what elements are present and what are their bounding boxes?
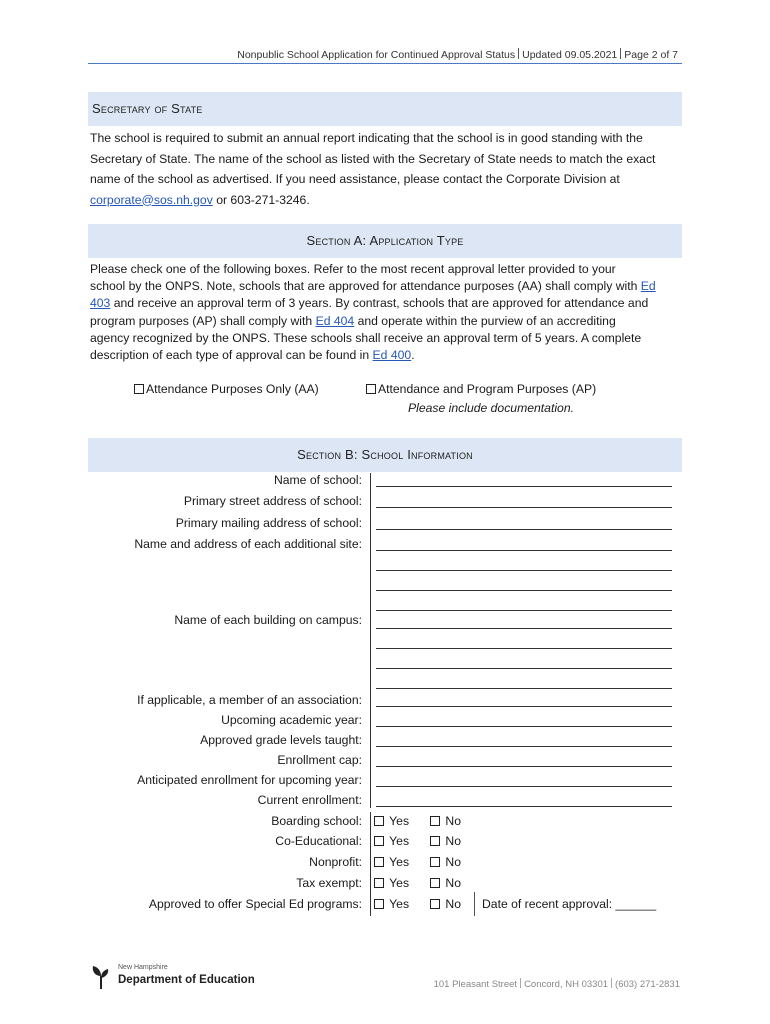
section-a-line-2: school by the ONPS. Note, schools that are approved for attendance purposes (AA) shall comply with	[90, 279, 641, 294]
boarding-yes[interactable]: Yes	[374, 814, 409, 828]
mailing-address-field[interactable]	[376, 529, 672, 530]
label-tax-exempt: Tax exempt:	[296, 876, 362, 890]
school-name-field[interactable]	[376, 486, 672, 487]
date-separator	[474, 892, 475, 916]
secretary-line-2: Secretary of State. The name of the school as listed with the Secretary of State needs to match the exact	[90, 151, 656, 166]
label-nonprofit: Nonprofit:	[309, 855, 362, 869]
corporate-email-link[interactable]: corporate@sos.nh.gov	[90, 192, 213, 207]
option-ap[interactable]	[366, 382, 596, 396]
secretary-line-1: The school is required to submit an annual report indicating that the school is in good standing with the	[90, 131, 643, 145]
tax-exempt-yes[interactable]: Yes	[374, 876, 409, 890]
logo-state-text: New Hampshire	[118, 964, 168, 971]
footer-address	[434, 978, 680, 990]
ap-label: Attendance and Program Purposes (AP)	[378, 382, 597, 396]
nonprofit-yes[interactable]: Yes	[374, 855, 409, 869]
checkbox-icon[interactable]	[374, 816, 384, 826]
additional-site-field-1[interactable]	[376, 550, 672, 551]
street-address: 101 Pleasant Street	[433, 979, 518, 990]
checkbox-icon[interactable]	[374, 878, 384, 888]
section-a-line-1: Please check one of the following boxes. Refer to the most recent approval letter provided to your	[90, 262, 616, 276]
aa-label: Attendance Purposes Only (AA)	[146, 382, 319, 396]
building-field-5[interactable]	[376, 688, 672, 689]
label-coeducational: Co-Educational:	[275, 834, 362, 848]
boarding-no[interactable]: No	[430, 814, 461, 828]
building-field-2[interactable]	[376, 628, 672, 629]
ed400-link[interactable]: Ed 400	[372, 348, 412, 363]
special-ed-yes[interactable]: Yes	[374, 897, 409, 911]
form-divider-line	[370, 473, 371, 808]
checkbox-icon[interactable]	[374, 857, 384, 867]
section-a-line-6a: description of each type of approval can be found in	[90, 348, 373, 363]
checkbox-icon[interactable]	[430, 816, 440, 826]
additional-site-field-3[interactable]	[376, 590, 672, 591]
label-boarding: Boarding school:	[271, 814, 362, 828]
building-field-3[interactable]	[376, 648, 672, 649]
aa-checkbox[interactable]	[134, 384, 144, 394]
label-grade-levels: Approved grade levels taught:	[200, 733, 362, 747]
grade-levels-field[interactable]	[376, 746, 672, 747]
label-additional-sites: Name and address of each additional site:	[134, 537, 362, 551]
label-current-enrollment: Current enrollment:	[257, 793, 362, 807]
section-a-line-4b: and operate within the purview of an accrediting	[354, 313, 616, 328]
additional-site-field-2[interactable]	[376, 570, 672, 571]
label-special-ed: Approved to offer Special Ed programs:	[148, 897, 362, 911]
ed403-link-part2[interactable]: 403	[90, 296, 111, 311]
secretary-phone: or 603-271-3246.	[212, 192, 310, 207]
section-a-line-3: and receive an approval term of 3 years. By contrast, schools that are approved for attendance and	[110, 296, 649, 311]
anticipated-enrollment-field[interactable]	[376, 786, 672, 787]
ed403-link-part1[interactable]: Ed	[640, 279, 656, 294]
building-field-1[interactable]	[376, 610, 672, 611]
section-b-band	[88, 438, 682, 472]
section-a-band	[88, 224, 682, 258]
recent-approval-date-field[interactable]: Date of recent approval: ______	[482, 897, 657, 911]
coed-yes[interactable]: Yes	[374, 834, 409, 848]
label-enrollment-cap: Enrollment cap:	[277, 753, 362, 767]
label-mailing-address: Primary mailing address of school:	[175, 516, 362, 530]
checkbox-icon[interactable]	[374, 899, 384, 909]
document-title: Nonpublic School Application for Continued Approval Status	[237, 49, 516, 61]
header-text	[237, 48, 678, 61]
checkbox-icon[interactable]	[430, 857, 440, 867]
section-a-line-6b: .	[411, 348, 415, 363]
phone-number: (603) 271-2831	[615, 979, 680, 990]
label-anticipated-enrollment: Anticipated enrollment for upcoming year:	[137, 773, 362, 787]
label-association: If applicable, a member of an association:	[137, 693, 362, 707]
checkbox-icon[interactable]	[430, 836, 440, 846]
current-enrollment-field[interactable]	[376, 806, 672, 807]
plant-logo-icon	[90, 964, 112, 990]
label-street-address: Primary street address of school:	[183, 494, 362, 508]
section-a-title: Section A: Application Type	[306, 233, 464, 248]
checkbox-icon[interactable]	[374, 836, 384, 846]
section-b-title: Section B: School Information	[297, 447, 473, 462]
street-address-field[interactable]	[376, 507, 672, 508]
ed404-link[interactable]: Ed 404	[315, 313, 355, 328]
secretary-section-band	[88, 92, 682, 126]
academic-year-field[interactable]	[376, 726, 672, 727]
page-number: Page 2 of 7	[624, 49, 678, 61]
section-a-line-5: agency recognized by the ONPS. These schools shall receive an approval term of 5 years. A complete	[90, 330, 642, 345]
nhdoe-logo	[90, 962, 270, 992]
label-academic-year: Upcoming academic year:	[221, 713, 362, 727]
checkbox-icon[interactable]	[430, 899, 440, 909]
checkbox-icon[interactable]	[430, 878, 440, 888]
secretary-paragraph	[90, 128, 682, 210]
logo-department-text: Department of Education	[118, 974, 255, 986]
label-school-name: Name of school:	[273, 473, 362, 487]
special-ed-no[interactable]: No	[430, 897, 461, 911]
association-field[interactable]	[376, 706, 672, 707]
label-buildings: Name of each building on campus:	[174, 613, 362, 627]
yesno-divider-line	[370, 812, 371, 916]
enrollment-cap-field[interactable]	[376, 766, 672, 767]
option-aa[interactable]	[134, 382, 319, 396]
updated-date: Updated 09.05.2021	[522, 49, 618, 61]
coed-no[interactable]: No	[430, 834, 461, 848]
secretary-section-title: Secretary of State	[92, 101, 203, 116]
building-field-4[interactable]	[376, 668, 672, 669]
ap-checkbox[interactable]	[366, 384, 376, 394]
section-a-line-4a: program purposes (AP) shall comply with	[90, 313, 316, 328]
city-address: Concord, NH 03301	[524, 979, 609, 990]
tax-exempt-no[interactable]: No	[430, 876, 461, 890]
page-header	[88, 46, 682, 64]
nonprofit-no[interactable]: No	[430, 855, 461, 869]
secretary-line-3: name of the school as advertised. If you need assistance, please contact the Corporate Division at	[90, 172, 620, 186]
section-a-paragraph	[90, 261, 682, 364]
ap-documentation-note: Please include documentation.	[408, 401, 574, 415]
